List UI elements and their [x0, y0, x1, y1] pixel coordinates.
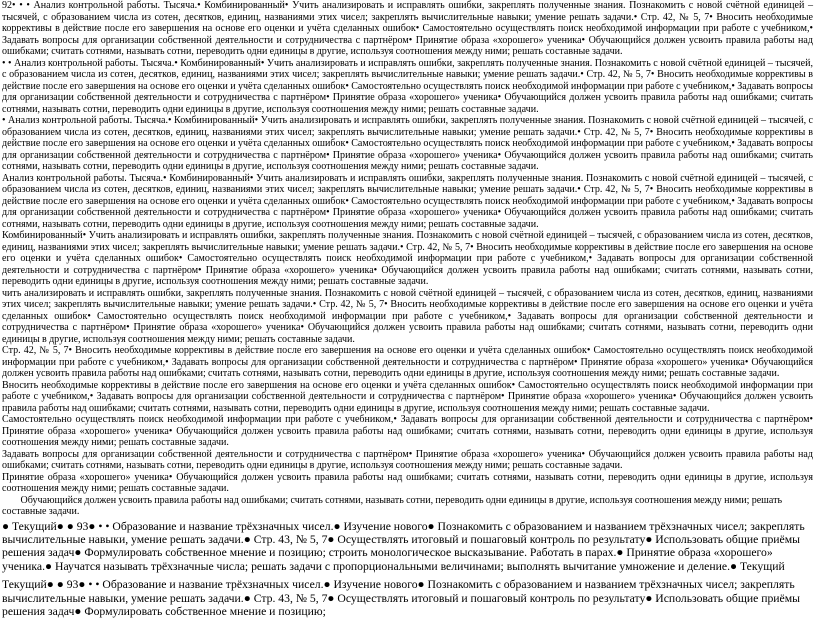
paragraph-12: Обучающийся должен усвоить правила работы над ошибками; считать сотнями, называть сотни, переводить одни единицы в другие, используя соотношения между ними; решать составные задачи. — [2, 494, 785, 517]
bottom-paragraph-2: Текущий● ● 93● • • Образование и название трёхзначных чисел.● Изучение нового● Познакомить с образованием и названием трёхзначных чисел; закреплять вычислительные навыки, умение решать задачи.● Стр. 43, № 5, 7● Осуществлять итоговый и пошаговый контроль по результату● Использовать общие приёмы решения задач● Формулировать собственное мнение и позицию; — [2, 578, 800, 618]
paragraph-5: Комбинированный• Учить анализировать и исправлять ошибки, закреплять полученные знания. Познакомить с новой счётной единицей – тысячей, с образованием числа из сотен, десятков, единиц, названиями этих чисел; закреплять вычислительные навыки; умение решать задачи.• Стр. 42, № 5, 7• Вносить необходимые коррективы в действие после его завершения на основе его оценки и учёта сделанных ошибок• Самостоятельно осуществлять поиск необходимой информации при работе с учебником,• Задавать вопросы для организации собственной деятельности и сотрудничества с партнёром• Принятие образа «хорошего» ученика• Обучающийся должен усвоить правила работы над ошибками; считать сотнями, называть сотни, переводить одни единицы в другие, используя соотношения между ними; решать составные задачи. — [2, 230, 813, 287]
paragraph-1: 92• • • Анализ контрольной работы. Тысяча.• Комбинированный• Учить анализировать и исправлять ошибки, закреплять полученные знания. Познакомить с новой счётной единицей – тысячей, с образованием числа из сотен, десятков, единиц, названиями этих чисел; закреплять вычислительные навыки; умение решать задачи.• Стр. 42, № 5, 7• Вносить необходимые коррективы в действие после его завершения на основе его оценки и учёта сделанных ошибок• Самостоятельно осуществлять поиск необходимой информации при работе с учебником,• Задавать вопросы для организации собственной деятельности и сотрудничества с партнёром• Принятие образа «хорошего» ученика• Обучающийся должен усвоить правила работы над ошибками; считать сотнями, называть сотни, переводить одни единицы в другие, используя соотношения между ними; решать составные задачи. — [2, 0, 813, 57]
paragraph-2: • • Анализ контрольной работы. Тысяча.• Комбинированный• Учить анализировать и исправлять ошибки, закреплять полученные знания. Познакомить с новой счётной единицей – тысячей, с образованием числа из сотен, десятков, единиц, названиями этих чисел; закреплять вычислительные навыки; умение решать задачи.• Стр. 42, № 5, 7• Вносить необходимые коррективы в действие после его завершения на основе его оценки и учёта сделанных ошибок• Самостоятельно осуществлять поиск необходимой информации при работе с учебником,• Задавать вопросы для организации собственной деятельности и сотрудничества с партнёром• Принятие образа «хорошего» ученика• Обучающийся должен усвоить правила работы над ошибками; считать сотнями, называть сотни, переводить одни единицы в другие, используя соотношения между ними; решать составные задачи. — [2, 57, 813, 115]
paragraph-3: • Анализ контрольной работы. Тысяча.• Комбинированный• Учить анализировать и исправлять ошибки, закреплять полученные знания. Познакомить с новой счётной единицей – тысячей, с образованием числа из сотен, десятков, единиц, названиями этих чисел; закреплять вычислительные навыки; умение решать задачи.• Стр. 42, № 5, 7• Вносить необходимые коррективы в действие после его завершения на основе его оценки и учёта сделанных ошибок• Самостоятельно осуществлять поиск необходимой информации при работе с учебником,• Задавать вопросы для организации собственной деятельности и сотрудничества с партнёром• Принятие образа «хорошего» ученика• Обучающийся должен усвоить правила работы над ошибками; считать сотнями, называть сотни, переводить одни единицы в другие, используя соотношения между ними; решать составные задачи. — [2, 115, 813, 172]
paragraph-7: Стр. 42, № 5, 7• Вносить необходимые коррективы в действие после его завершения на основе его оценки и учёта сделанных ошибок• Самостоятельно осуществлять поиск необходимой информации при работе с учебником,• Задавать вопросы для организации собственной деятельности и сотрудничества с партнёром• Принятие образа «хорошего» ученика• Обучающийся должен усвоить правила работы над ошибками; считать сотнями, называть сотни, переводить одни единицы в другие, используя соотношения между ними; решать составные задачи. — [2, 345, 813, 379]
paragraph-4: Анализ контрольной работы. Тысяча.• Комбинированный• Учить анализировать и исправлять ошибки, закреплять полученные знания. Познакомить с новой счётной единицей – тысячей, с образованием числа из сотен, десятков, единиц, названиями этих чисел; закреплять вычислительные навыки; умение решать задачи.• Стр. 42, № 5, 7• Вносить необходимые коррективы в действие после его завершения на основе его оценки и учёта сделанных ошибок• Самостоятельно осуществлять поиск необходимой информации при работе с учебником,• Задавать вопросы для организации собственной деятельности и сотрудничества с партнёром• Принятие образа «хорошего» ученика• Обучающийся должен усвоить правила работы над ошибками; считать сотнями, называть сотни, переводить одни единицы в другие, используя соотношения между ними; решать составные задачи. — [2, 172, 813, 230]
paragraph-8: Вносить необходимые коррективы в действие после его завершения на основе его оценки и учёта сделанных ошибок• Самостоятельно осуществлять поиск необходимой информации при работе с учебником,• Задавать вопросы для организации собственной деятельности и сотрудничества с партнёром• Принятие образа «хорошего» ученика• Обучающийся должен усвоить правила работы над ошибками; считать сотнями, называть сотни, переводить одни единицы в другие, используя соотношения между ними; решать составные задачи. — [2, 379, 813, 414]
paragraph-10: Задавать вопросы для организации собственной деятельности и сотрудничества с партнёром• Принятие образа «хорошего» ученика• Обучающийся должен усвоить правила работы над ошибками; считать сотнями, называть сотни, переводить одни единицы в другие, используя соотношения между ними; решать составные задачи. — [2, 448, 813, 471]
paragraph-9: Самостоятельно осуществлять поиск необходимой информации при работе с учебником,• Задавать вопросы для организации собственной деятельности и сотрудничества с партнёром• Принятие образа «хорошего» ученика• Обучающийся должен усвоить правила работы над ошибками; считать сотнями, называть сотни, переводить одни единицы в другие, используя соотношения между ними; решать составные задачи. — [2, 414, 813, 448]
paragraph-6: чить анализировать и исправлять ошибки, закреплять полученные знания. Познакомить с новой счётной единицей – тысячей, с образованием числа из сотен, десятков, единиц, названиями этих чисел; закреплять вычислительные навыки; умение решать задачи.• Стр. 42, № 5, 7• Вносить необходимые коррективы в действие после его завершения на основе его оценки и учёта сделанных ошибок• Самостоятельно осуществлять поиск необходимой информации при работе с учебником,• Задавать вопросы для организации собственной деятельности и сотрудничества с партнёром• Принятие образа «хорошего» ученика• Обучающийся должен усвоить правила работы над ошибками; считать сотнями, называть сотни, переводить одни единицы в другие, используя соотношения между ними; решать составные задачи. — [2, 287, 813, 345]
bottom-paragraph-1: ● Текущий● ● 93● • • Образование и название трёхзначных чисел.● Изучение нового● Познакомить с образованием и названием трёхзначных чисел; закреплять вычислительные навыки, умение решать задачи.● Стр. 43, № 5, 7● Осуществлять итоговый и пошаговый контроль по результату● Использовать общие приёмы решения задач● Формулировать собственное мнение и позицию; строить монологическое высказывание. Работать в парах.● Принятие образа «хорошего» ученика.● Научатся называть трёхзначные числа; решать задачи с пропорциональными величинами; выполнять вычитание умножение и деление.● Текущий — [2, 519, 805, 573]
paragraph-11: Принятие образа «хорошего» ученика• Обучающийся должен усвоить правила работы над ошибками; считать сотнями, называть сотни, переводить одни единицы в другие, используя соотношения между ними; решать составные задачи. — [2, 471, 813, 494]
